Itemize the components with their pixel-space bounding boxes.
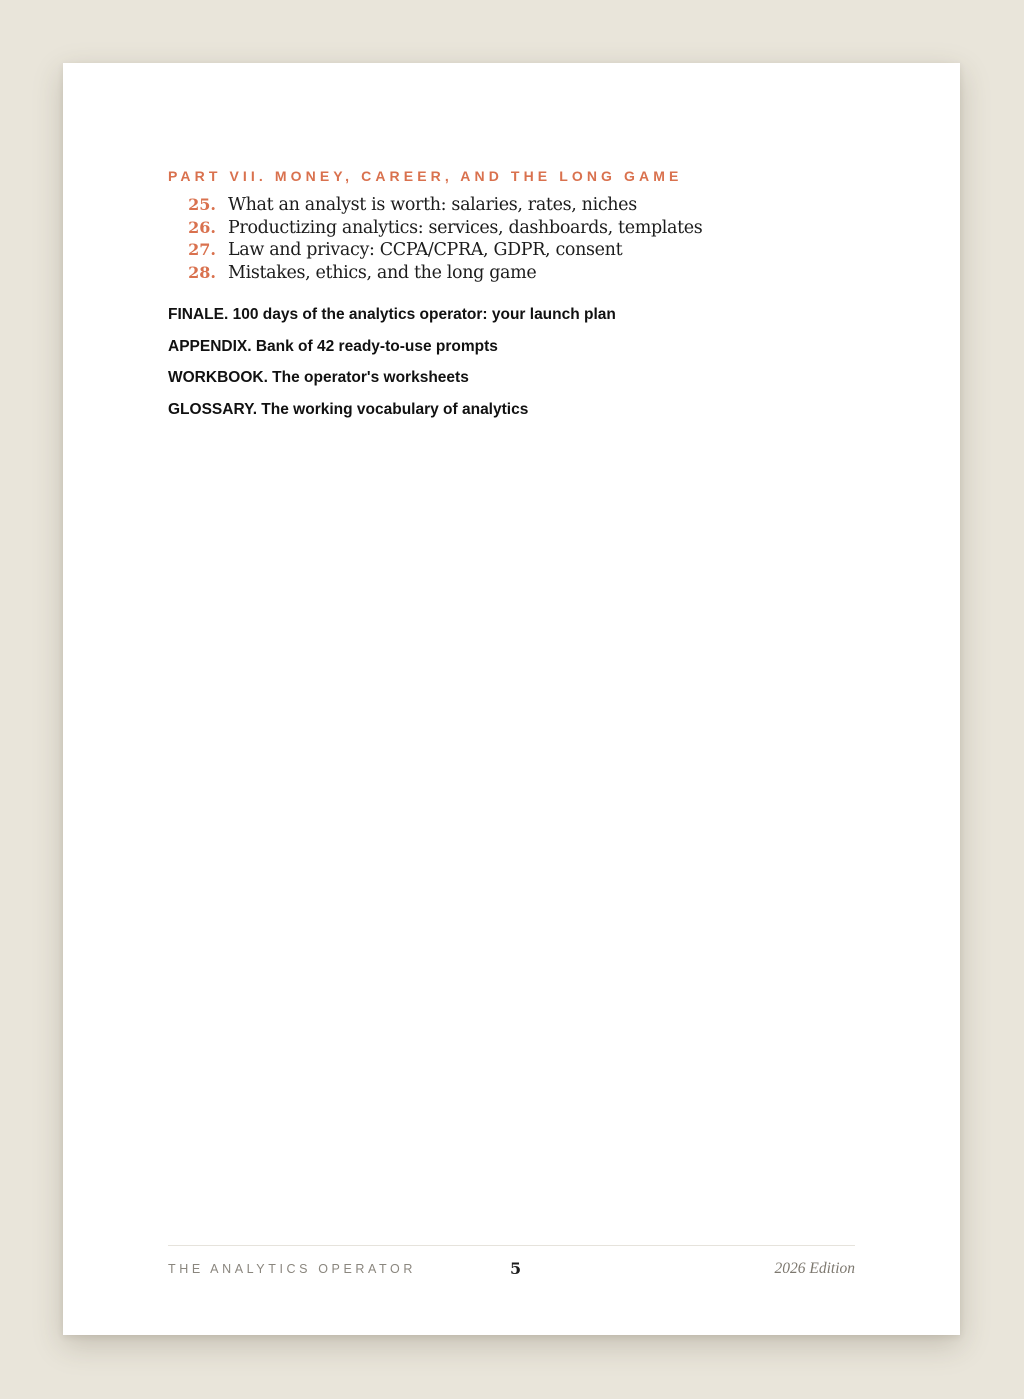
chapter-number: 28. [188, 262, 216, 282]
chapter-title: What an analyst is worth: salaries, rates, niches [228, 195, 637, 215]
section-appendix[interactable]: APPENDIX. Bank of 42 ready-to-use prompts [168, 337, 498, 355]
part-heading: PART VII. MONEY, CAREER, AND THE LONG GAME [168, 168, 683, 184]
chapter-number: 26. [188, 217, 216, 237]
footer-edition: 2026 Edition [774, 1260, 855, 1277]
page-number: 5 [510, 1259, 522, 1278]
chapter-list [168, 194, 858, 284]
section-workbook[interactable]: WORKBOOK. The operator's worksheets [168, 369, 469, 386]
section-finale[interactable]: FINALE. 100 days of the analytics operator: your launch plan [168, 306, 616, 323]
chapter-number: 25. [188, 195, 216, 214]
table-of-contents [168, 167, 858, 431]
chapter-item[interactable] [168, 217, 858, 240]
chapter-item[interactable] [168, 194, 858, 217]
back-matter-list [168, 305, 858, 420]
chapter-number: 27. [188, 240, 216, 259]
section-glossary[interactable]: GLOSSARY. The working vocabulary of analytics [168, 400, 529, 418]
chapter-item[interactable] [168, 239, 858, 262]
chapter-title: Productizing analytics: services, dashboards, templates [228, 217, 703, 238]
page-footer [168, 1245, 855, 1296]
footer-book-title: THE ANALYTICS OPERATOR [168, 1262, 416, 1276]
chapter-title: Law and privacy: CCPA/CPRA, GDPR, consent [228, 240, 623, 260]
chapter-title: Mistakes, ethics, and the long game [228, 262, 537, 283]
document-page [63, 63, 960, 1335]
chapter-item[interactable] [168, 262, 858, 285]
